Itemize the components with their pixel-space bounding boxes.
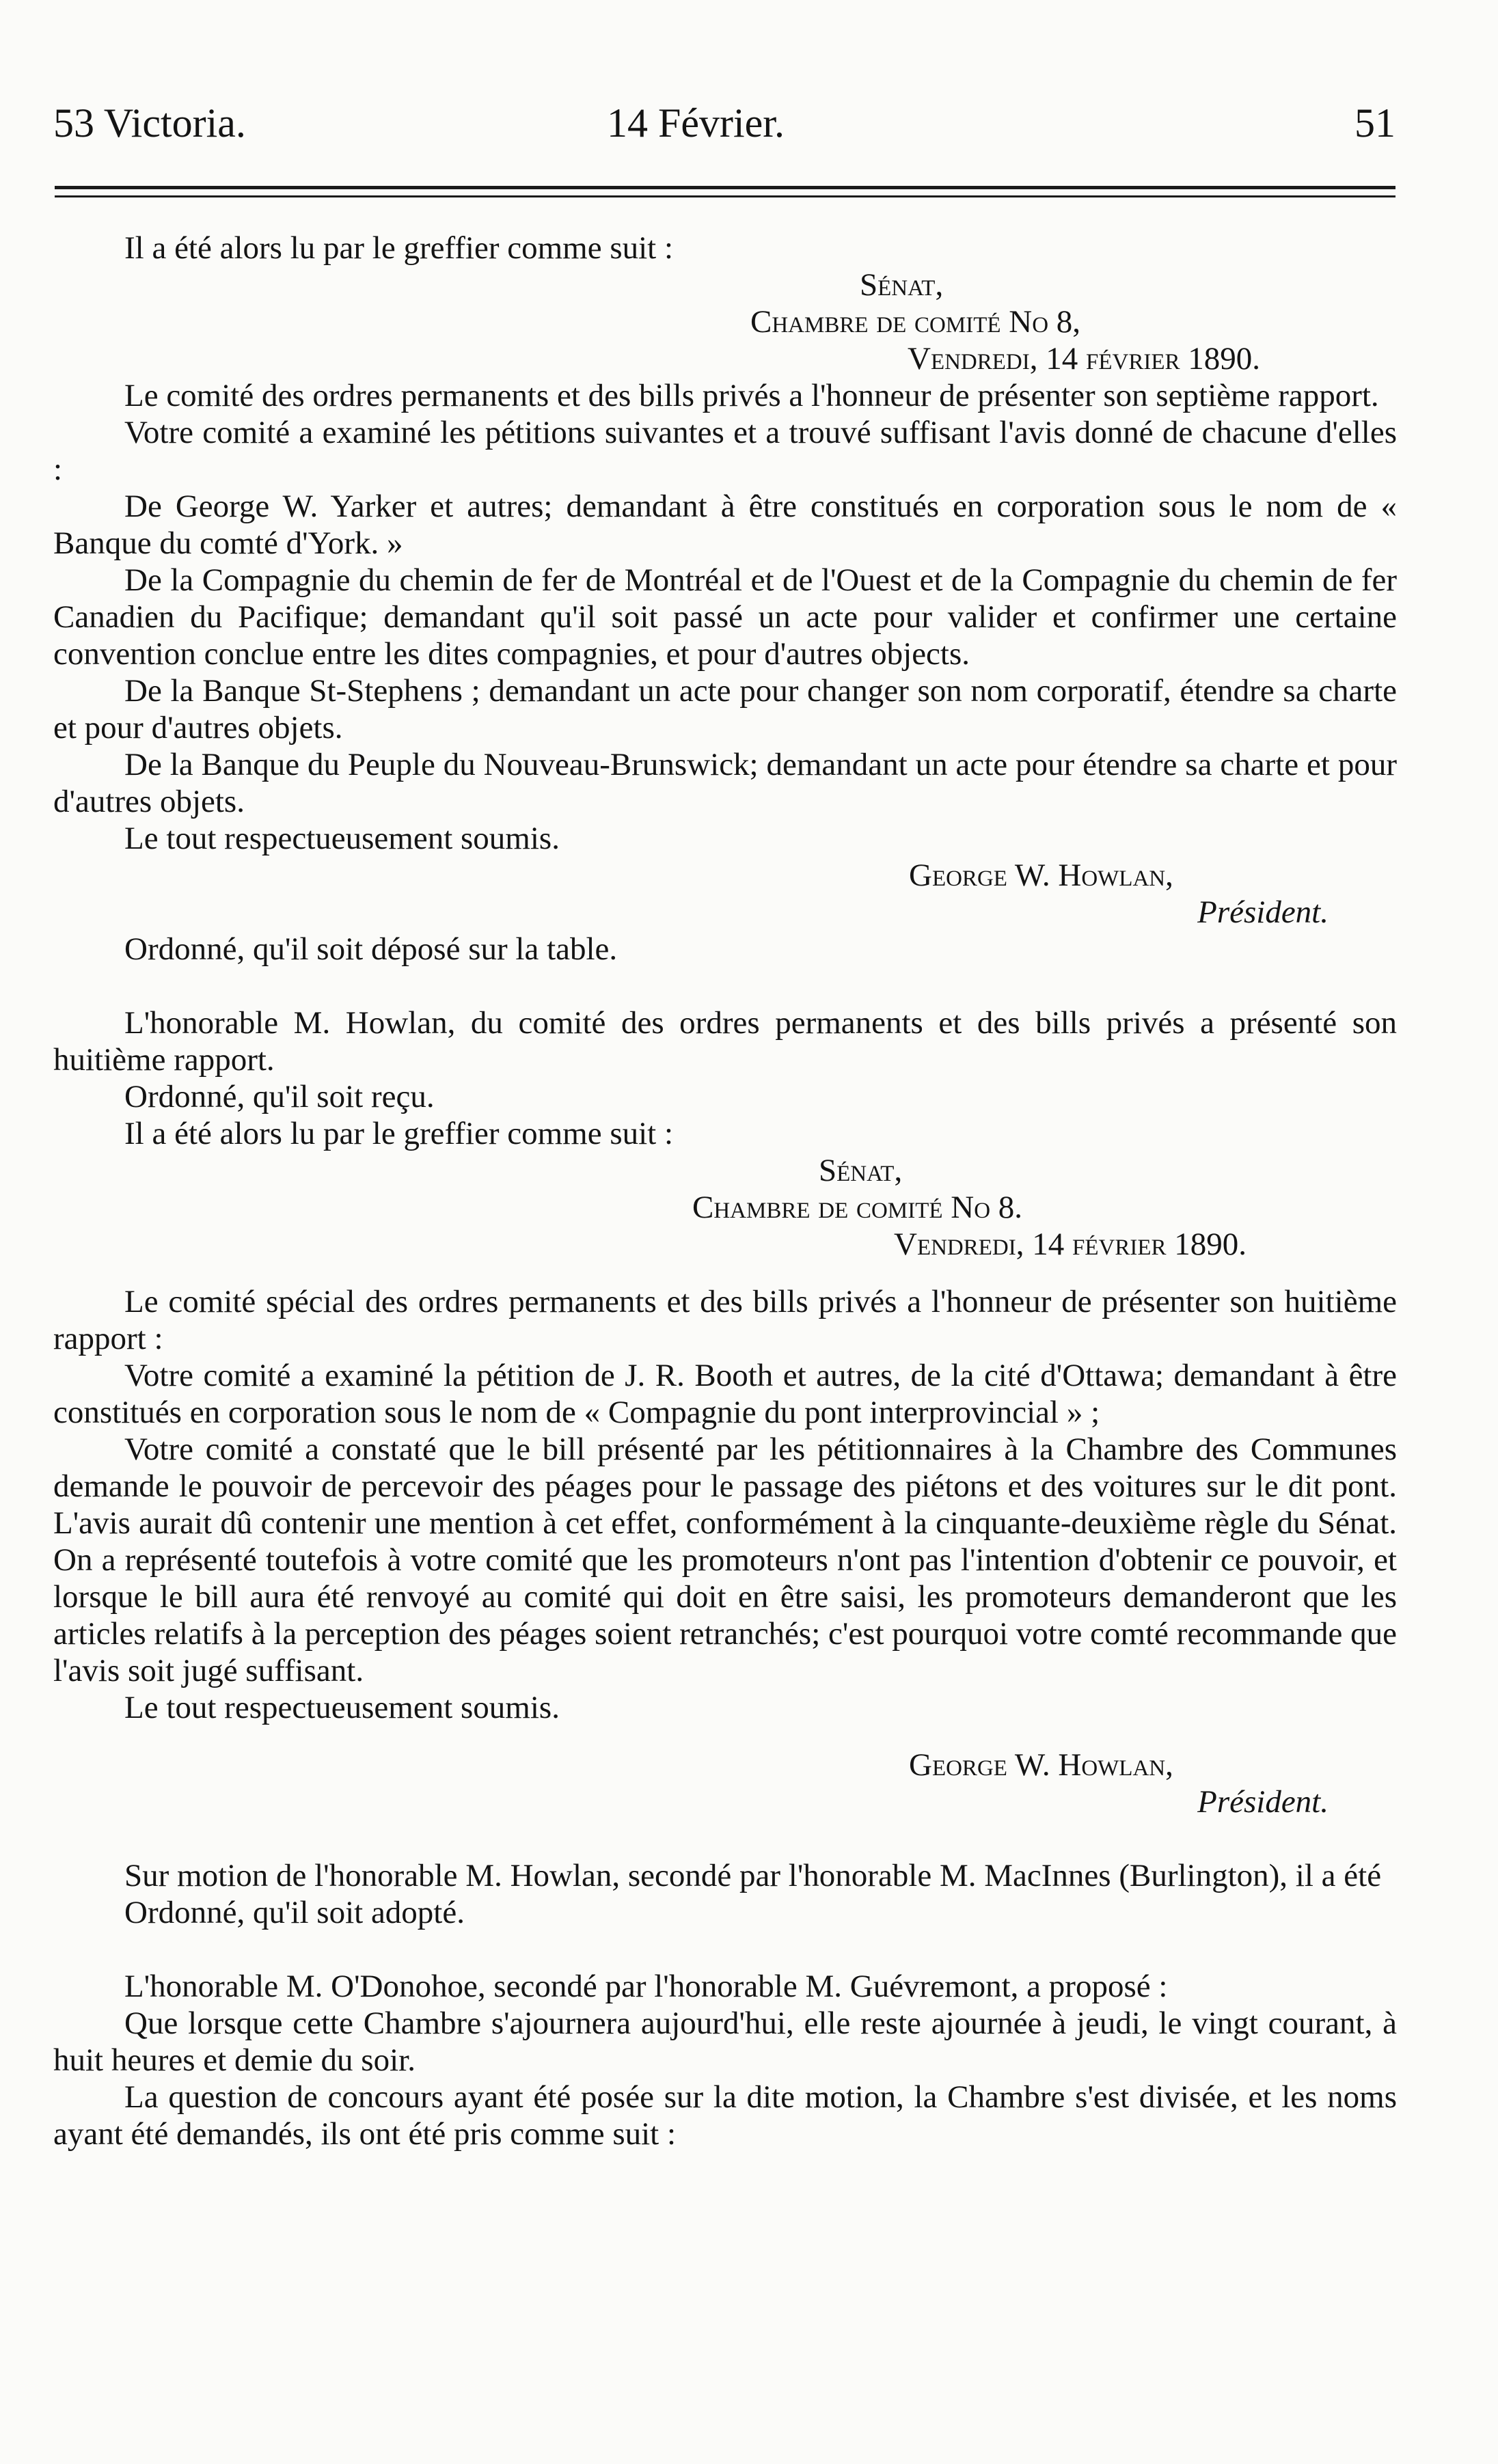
report8-paragraph: Votre comité a examiné la pétition de J. R. Booth et autres, de la cité d'Ottawa; demandant à être constitués en corporation sous le nom de « Compagnie du pont interprovincial » ; xyxy=(53,1358,1397,1430)
report8-signer: George W. Howlan, xyxy=(909,1747,1173,1783)
report7-signer: George W. Howlan, xyxy=(909,858,1173,893)
report7-date xyxy=(53,340,1397,377)
report8-presentation: L'honorable M. Howlan, du comité des ordres permanents et des bills privés a présenté son huitième rapport. xyxy=(53,1005,1397,1078)
report7-paragraph: Votre comité a examiné les pétitions suivantes et a trouvé suffisant l'avis donné de chacune d'elles : xyxy=(53,415,1397,487)
report7-petition: De la Banque du Peuple du Nouveau-Brunswick; demandant un acte pour étendre sa charte et pour d'autres objets. xyxy=(53,747,1397,819)
report7-petition: De la Banque St-Stephens ; demandant un acte pour changer son nom corporatif, étendre sa charte et pour d'autres objets. xyxy=(53,673,1397,745)
report7-closing: Le tout respectueusement soumis. xyxy=(124,821,560,856)
report8-paragraph: Votre comité a constaté que le bill présenté par les pétitionnaires à la Chambre des Communes demande le pouvoir de percevoir des péages pour le passage des piétons et des voitures sur le dit pont. L'avis aurait dû contenir une mention à cet effet, conformément à la cinquante-deuxième règle du Sénat. On a représenté toutefois à votre comité que les promoteurs n'ont pas l'intention d'obtenir ce pouvoir, et lorsque le bill aura été renvoyé au comité qui doit en être saisi, les promoteurs demanderont que les articles relatifs à la perception des péages soient retranchés; c'est pourquoi votre comté recommande que l'avis soit jugé suffisant. xyxy=(53,1432,1397,1688)
motion2-text: La question de concours ayant été posée sur la dite motion, la Chambre s'est divisée, et les noms ayant été demandés, ils ont été pris comme suit : xyxy=(53,2079,1397,2152)
report8-intro: Il a été alors lu par le greffier comme suit : xyxy=(124,1116,674,1151)
report7-signer-title: Président. xyxy=(1197,894,1329,930)
motion1-text: Sur motion de l'honorable M. Howlan, secondé par l'honorable M. MacInnes (Burlington), il a été xyxy=(124,1858,1382,1893)
report7-senat: Sénat, xyxy=(860,267,944,303)
section-gap xyxy=(53,1726,1397,1747)
page-number: 51 xyxy=(1354,100,1395,146)
report8-signer-title: Président. xyxy=(1197,1784,1329,1820)
header-rule-thin xyxy=(55,195,1395,197)
report8-date: Vendredi, 14 février 1890. xyxy=(894,1227,1247,1262)
report8-ordonne: Ordonné, qu'il soit reçu. xyxy=(124,1079,435,1114)
report8-senat: Sénat, xyxy=(819,1153,903,1188)
header-session: 53 Victoria. xyxy=(53,100,246,146)
motion1-ordonne: Ordonné, qu'il soit adopté. xyxy=(124,1895,465,1930)
page-header xyxy=(53,96,1395,150)
report7-petition: De George W. Yarker et autres; demandant à être constitués en corporation sous le nom de « Banque du comté d'York. » xyxy=(53,489,1397,561)
report7-date-text: Vendredi, 14 février 1890. xyxy=(908,341,1261,377)
report8-paragraph: Le comité spécial des ordres permanents et des bills privés a l'honneur de présenter son huitième rapport : xyxy=(53,1284,1397,1356)
report7-chambre: Chambre de comité No 8, xyxy=(750,304,1081,340)
motion2-text: Que lorsque cette Chambre s'ajournera aujourd'hui, elle reste ajournée à jeudi, le vingt courant, à huit heures et demie du soir. xyxy=(53,2006,1397,2078)
report8-closing: Le tout respectueusement soumis. xyxy=(124,1690,560,1725)
section-gap xyxy=(53,1931,1397,1968)
report8-chambre: Chambre de comité No 8. xyxy=(692,1190,1023,1225)
header-date: 14 Février. xyxy=(607,100,785,146)
report7-paragraph: Le comité des ordres permanents et des bills privés a l'honneur de présenter son septième rapport. xyxy=(124,378,1379,413)
section-gap xyxy=(53,968,1397,1004)
header-rule-thick xyxy=(55,186,1395,189)
motion2-text: L'honorable M. O'Donohoe, secondé par l'honorable M. Guévremont, a proposé : xyxy=(124,1969,1168,2004)
report7-petition: De la Compagnie du chemin de fer de Montréal et de l'Ouest et de la Compagnie du chemin de fer Canadien du Pacifique; demandant qu'il soit passé un acte pour valider et confirmer une certaine convention conclue entre les dites compagnies, et pour d'autres objects. xyxy=(53,562,1397,672)
section-gap xyxy=(53,1263,1397,1283)
page-body xyxy=(53,230,1397,2152)
section-gap xyxy=(53,1820,1397,1857)
report7-intro: Il a été alors lu par le greffier comme suit : xyxy=(124,230,674,266)
report7-ordonne: Ordonné, qu'il soit déposé sur la table. xyxy=(124,931,618,967)
